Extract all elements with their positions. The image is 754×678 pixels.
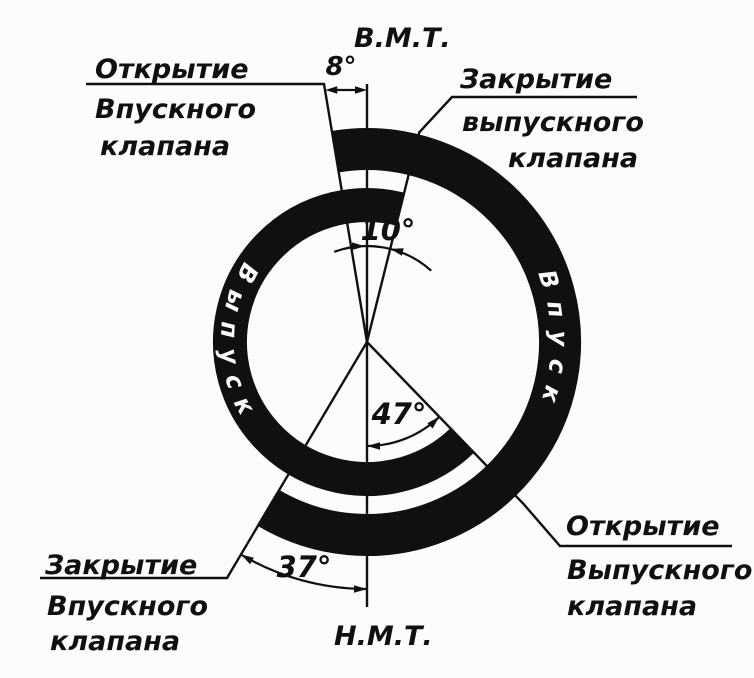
dim-8deg-arrow-right-icon (355, 86, 367, 94)
tdc-label: В.М.Т. (354, 23, 451, 54)
angle-10-label: 10° (360, 213, 416, 247)
angle-47-label: 47° (371, 397, 427, 431)
callout-exhaust-open-line2: Выпускного (567, 555, 753, 586)
callout-exhaust-open (566, 511, 752, 622)
callout-intake-open-line2: Впускного (95, 94, 257, 125)
dim-37deg-arrow-right-icon (354, 585, 367, 593)
dim-10deg-arc (334, 246, 431, 271)
dim-8deg-arrow-left-icon (325, 86, 337, 94)
dim-37deg-arrow-left-icon (241, 554, 254, 564)
callout-intake-close-line3: клапана (50, 626, 181, 657)
callout-exhaust-close (459, 64, 644, 174)
callout-intake-open (95, 54, 256, 162)
callout-intake-open-line1: Открытие (95, 54, 249, 85)
callout-exhaust-open-line3: клапана (567, 591, 698, 622)
callout-intake-close (44, 550, 208, 657)
callout-exhaust-open-line1: Открытие (566, 511, 720, 542)
callout-intake-open-line3: клапана (100, 131, 231, 162)
angle-37-label: 37° (276, 550, 332, 584)
dim-10deg-arrow-right-icon (390, 248, 404, 255)
valve-period-rings (230, 149, 560, 535)
dim-8deg (325, 86, 367, 94)
callout-exhaust-close-line3: клапана (508, 143, 639, 174)
angle-8-label: 8° (325, 52, 357, 82)
exhaust-ring-word-text: Выпуск (214, 258, 267, 430)
callout-exhaust-close-line2: выпускного (462, 107, 644, 138)
intake-ring-word-text: Впуск (532, 266, 574, 418)
callout-intake-close-line2: Впускного (47, 591, 209, 622)
bdc-label: Н.М.Т. (334, 621, 433, 652)
exhaust-period-ring-arc (230, 205, 462, 479)
dim-47deg-arrow-left-icon (367, 442, 380, 450)
callout-intake-close-line1: Закрытие (45, 550, 198, 581)
callout-exhaust-close-line1: Закрытие (460, 64, 613, 95)
